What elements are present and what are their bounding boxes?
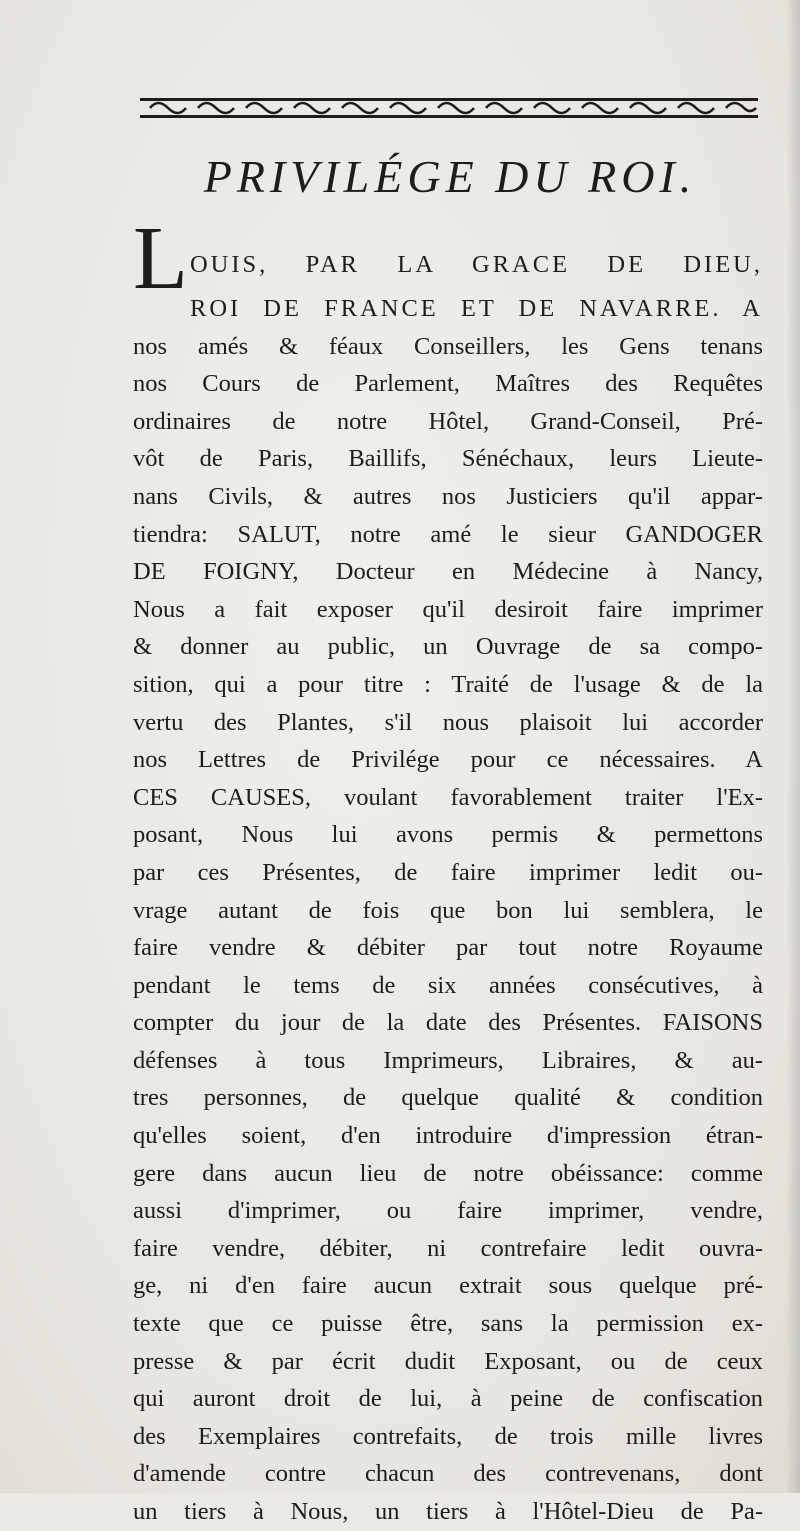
text-line: faire vendre & débiter par tout notre Royaume (133, 934, 763, 962)
text-line: par ces Présentes, de faire imprimer ledit ou- (133, 858, 763, 886)
text-line: gere dans aucun lieu de notre obéissance: comme (133, 1159, 763, 1187)
text-line: sition, qui a pour titre : Traité de l'usage & de la (133, 670, 763, 698)
text-line: ROI DE FRANCE ET DE NAVARRE. A (189, 295, 763, 322)
text-line: nos Cours de Parlement, Maîtres des Requêtes (133, 370, 763, 398)
text-line: d'amende contre chacun des contrevenans, dont (133, 1460, 763, 1488)
text-line: DE FOIGNY, Docteur en Médecine à Nancy, (133, 558, 763, 586)
text-line: ge, ni d'en faire aucun extrait sous quelque pré- (133, 1272, 763, 1300)
text-line: pendant le tems de six années consécutives, à (133, 971, 763, 999)
text-line: un tiers à Nous, un tiers à l'Hôtel-Dieu de Pa- (133, 1498, 763, 1525)
text-line: nos amés & féaux Conseillers, les Gens tenans (133, 332, 763, 360)
text-line: texte que ce puisse être, sans la permission ex- (133, 1310, 763, 1338)
drop-cap: L (133, 209, 188, 308)
text-line: nans Civils, & autres nos Justiciers qu'il appar- (133, 482, 763, 510)
text-line: & donner au public, un Ouvrage de sa compo- (133, 633, 763, 661)
text-line: presse & par écrit dudit Exposant, ou de ceux (133, 1347, 763, 1375)
page-gutter-shadow (786, 0, 800, 1493)
text-line: nos Lettres de Privilége pour ce nécessaires. A (133, 746, 763, 774)
text-line: tiendra: SALUT, notre amé le sieur GANDOGER (133, 520, 763, 548)
text-line: tres personnes, de quelque qualité & condition (133, 1084, 763, 1112)
text-line: ordinaires de notre Hôtel, Grand-Conseil, Pré- (133, 407, 763, 435)
text-line: qui auront droit de lui, à peine de confiscation (133, 1385, 763, 1413)
text-line: vertu des Plantes, s'il nous plaisoit lui accorder (133, 708, 763, 736)
text-line: posant, Nous lui avons permis & permettons (133, 821, 763, 849)
text-line: CES CAUSES, voulant favorablement traiter l'Ex- (133, 783, 763, 811)
text-line: vôt de Paris, Baillifs, Sénéchaux, leurs Lieute- (133, 445, 763, 473)
page-title: PRIVILÉGE DU ROI. (203, 151, 697, 202)
text-line: Nous a fait exposer qu'il desiroit faire imprimer (133, 595, 763, 623)
text-line: qu'elles soient, d'en introduire d'impression étran- (133, 1122, 763, 1150)
text-line: compter du jour de la date des Présentes. FAISONS (133, 1009, 763, 1037)
privilege-text (133, 209, 763, 1531)
text-line: défenses à tous Imprimeurs, Libraires, & au- (133, 1046, 763, 1074)
text-line: aussi d'imprimer, ou faire imprimer, vendre, (133, 1197, 763, 1225)
text-line: faire vendre, débiter, ni contrefaire ledit ouvra- (133, 1234, 763, 1262)
text-line: des Exemplaires contrefaits, de trois mille livres (133, 1422, 763, 1450)
ornamental-border (140, 90, 758, 126)
text-line: LOUIS, PAR LA GRACE DE DIEU, (133, 209, 763, 308)
text-line: vrage autant de fois que bon lui semblera, le (133, 896, 763, 924)
